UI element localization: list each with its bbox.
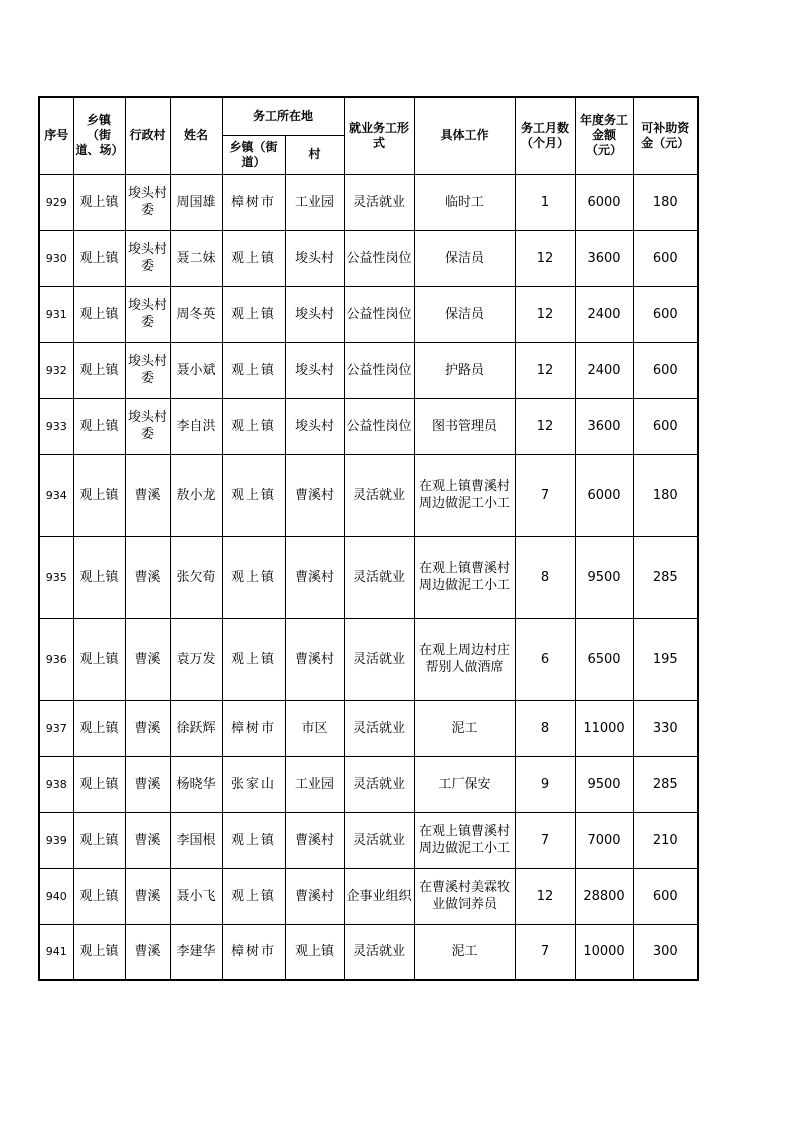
- row-name: 李自洪: [170, 398, 222, 454]
- row-work-village: 曹溪村: [285, 536, 344, 618]
- row-job: 在观上镇曹溪村周边做泥工小工: [414, 536, 515, 618]
- row-village: 曹溪: [125, 812, 170, 868]
- row-employment-form: 灵活就业: [344, 812, 414, 868]
- row-job: 护路员: [414, 342, 515, 398]
- row-township: 观上镇: [73, 618, 125, 700]
- row-name: 张欠荀: [170, 536, 222, 618]
- employment-subsidy-table: [38, 96, 699, 981]
- table-row: [39, 868, 698, 924]
- header-employment-form: 就业务工形式: [344, 97, 414, 174]
- row-subsidy: 600: [633, 398, 698, 454]
- row-work-village: 曹溪村: [285, 868, 344, 924]
- row-job: 在曹溪村美霖牧业做饲养员: [414, 868, 515, 924]
- row-months: 12: [515, 342, 575, 398]
- row-name: 李国根: [170, 812, 222, 868]
- row-village: 曹溪: [125, 924, 170, 980]
- row-job: 图书管理员: [414, 398, 515, 454]
- row-subsidy: 180: [633, 174, 698, 230]
- row-village: 曹溪: [125, 868, 170, 924]
- row-work-township: 观上镇: [222, 342, 285, 398]
- row-amount: 7000: [575, 812, 633, 868]
- row-name: 周冬英: [170, 286, 222, 342]
- row-township: 观上镇: [73, 342, 125, 398]
- row-work-township: 观上镇: [222, 812, 285, 868]
- row-employment-form: 公益性岗位: [344, 230, 414, 286]
- row-subsidy: 600: [633, 342, 698, 398]
- row-amount: 2400: [575, 286, 633, 342]
- row-employment-form: 灵活就业: [344, 924, 414, 980]
- row-village: 埈头村委: [125, 342, 170, 398]
- row-work-township: 樟树市: [222, 924, 285, 980]
- row-subsidy: 180: [633, 454, 698, 536]
- row-work-township: 观上镇: [222, 536, 285, 618]
- row-months: 9: [515, 756, 575, 812]
- row-name: 聂小斌: [170, 342, 222, 398]
- table-row: [39, 618, 698, 700]
- row-name: 聂二妹: [170, 230, 222, 286]
- row-seq: 932: [39, 342, 73, 398]
- row-name: 杨晓华: [170, 756, 222, 812]
- row-amount: 3600: [575, 230, 633, 286]
- row-months: 7: [515, 812, 575, 868]
- row-work-village: 埈头村: [285, 398, 344, 454]
- row-work-township: 观上镇: [222, 454, 285, 536]
- row-amount: 28800: [575, 868, 633, 924]
- row-seq: 937: [39, 700, 73, 756]
- row-township: 观上镇: [73, 230, 125, 286]
- header-subsidy: 可补助资金（元）: [633, 97, 698, 174]
- row-township: 观上镇: [73, 812, 125, 868]
- row-name: 徐跃辉: [170, 700, 222, 756]
- row-seq: 941: [39, 924, 73, 980]
- table-row: [39, 812, 698, 868]
- row-amount: 10000: [575, 924, 633, 980]
- row-job: 在观上镇曹溪村周边做泥工小工: [414, 454, 515, 536]
- header-name: 姓名: [170, 97, 222, 174]
- table-row: [39, 342, 698, 398]
- row-months: 12: [515, 230, 575, 286]
- row-township: 观上镇: [73, 286, 125, 342]
- header-work-location: 务工所在地: [222, 97, 344, 135]
- header-job: 具体工作: [414, 97, 515, 174]
- row-subsidy: 210: [633, 812, 698, 868]
- row-subsidy: 195: [633, 618, 698, 700]
- row-work-village: 观上镇: [285, 924, 344, 980]
- row-village: 曹溪: [125, 700, 170, 756]
- row-work-township: 樟树市: [222, 700, 285, 756]
- row-name: 敖小龙: [170, 454, 222, 536]
- row-employment-form: 灵活就业: [344, 174, 414, 230]
- row-job: 保洁员: [414, 230, 515, 286]
- row-township: 观上镇: [73, 700, 125, 756]
- row-months: 8: [515, 700, 575, 756]
- table-row: [39, 454, 698, 536]
- row-subsidy: 300: [633, 924, 698, 980]
- row-township: 观上镇: [73, 868, 125, 924]
- row-work-township: 观上镇: [222, 398, 285, 454]
- row-township: 观上镇: [73, 756, 125, 812]
- row-township: 观上镇: [73, 454, 125, 536]
- row-amount: 6500: [575, 618, 633, 700]
- row-work-township: 观上镇: [222, 286, 285, 342]
- row-township: 观上镇: [73, 924, 125, 980]
- row-job: 保洁员: [414, 286, 515, 342]
- row-work-village: 工业园: [285, 756, 344, 812]
- table-row: [39, 756, 698, 812]
- row-job: 工厂保安: [414, 756, 515, 812]
- row-work-village: 市区: [285, 700, 344, 756]
- row-work-township: 观上镇: [222, 868, 285, 924]
- row-work-township: 樟树市: [222, 174, 285, 230]
- row-seq: 934: [39, 454, 73, 536]
- row-months: 7: [515, 924, 575, 980]
- header-annual-amount: 年度务工金额（元）: [575, 97, 633, 174]
- row-months: 12: [515, 398, 575, 454]
- row-township: 观上镇: [73, 536, 125, 618]
- row-subsidy: 600: [633, 286, 698, 342]
- table-row: [39, 398, 698, 454]
- table-row: [39, 286, 698, 342]
- row-township: 观上镇: [73, 174, 125, 230]
- row-name: 聂小飞: [170, 868, 222, 924]
- row-work-village: 曹溪村: [285, 618, 344, 700]
- row-job: 在观上镇曹溪村周边做泥工小工: [414, 812, 515, 868]
- row-job: 泥工: [414, 924, 515, 980]
- row-amount: 9500: [575, 536, 633, 618]
- row-seq: 933: [39, 398, 73, 454]
- row-seq: 930: [39, 230, 73, 286]
- row-amount: 6000: [575, 454, 633, 536]
- row-months: 12: [515, 868, 575, 924]
- row-employment-form: 灵活就业: [344, 536, 414, 618]
- row-subsidy: 600: [633, 868, 698, 924]
- row-village: 曹溪: [125, 536, 170, 618]
- row-seq: 936: [39, 618, 73, 700]
- row-employment-form: 公益性岗位: [344, 286, 414, 342]
- header-village-admin: 行政村: [125, 97, 170, 174]
- row-employment-form: 灵活就业: [344, 618, 414, 700]
- row-months: 12: [515, 286, 575, 342]
- table-row: [39, 924, 698, 980]
- row-subsidy: 285: [633, 756, 698, 812]
- row-months: 7: [515, 454, 575, 536]
- row-village: 埈头村委: [125, 398, 170, 454]
- row-months: 6: [515, 618, 575, 700]
- row-work-village: 工业园: [285, 174, 344, 230]
- row-seq: 929: [39, 174, 73, 230]
- row-seq: 939: [39, 812, 73, 868]
- row-village: 曹溪: [125, 618, 170, 700]
- row-seq: 931: [39, 286, 73, 342]
- row-amount: 11000: [575, 700, 633, 756]
- row-seq: 938: [39, 756, 73, 812]
- table-row: [39, 700, 698, 756]
- row-seq: 935: [39, 536, 73, 618]
- row-work-village: 曹溪村: [285, 812, 344, 868]
- row-village: 埈头村委: [125, 286, 170, 342]
- table-row: [39, 230, 698, 286]
- row-employment-form: 公益性岗位: [344, 342, 414, 398]
- row-job: 临时工: [414, 174, 515, 230]
- header-township: 乡镇（街道、场）: [73, 97, 125, 174]
- row-name: 袁万发: [170, 618, 222, 700]
- row-work-village: 埈头村: [285, 342, 344, 398]
- row-name: 周国雄: [170, 174, 222, 230]
- row-amount: 2400: [575, 342, 633, 398]
- header-work-township: 乡镇（街道）: [222, 135, 285, 174]
- row-employment-form: 公益性岗位: [344, 398, 414, 454]
- row-name: 李建华: [170, 924, 222, 980]
- row-subsidy: 285: [633, 536, 698, 618]
- row-amount: 6000: [575, 174, 633, 230]
- row-employment-form: 灵活就业: [344, 756, 414, 812]
- row-employment-form: 灵活就业: [344, 700, 414, 756]
- row-job: 泥工: [414, 700, 515, 756]
- row-work-village: 曹溪村: [285, 454, 344, 536]
- row-seq: 940: [39, 868, 73, 924]
- row-work-village: 埈头村: [285, 286, 344, 342]
- row-work-township: 张家山: [222, 756, 285, 812]
- row-subsidy: 330: [633, 700, 698, 756]
- table-row: [39, 174, 698, 230]
- row-village: 曹溪: [125, 756, 170, 812]
- row-work-village: 埈头村: [285, 230, 344, 286]
- row-village: 埈头村委: [125, 230, 170, 286]
- row-employment-form: 灵活就业: [344, 454, 414, 536]
- row-village: 埈头村委: [125, 174, 170, 230]
- row-months: 8: [515, 536, 575, 618]
- row-subsidy: 600: [633, 230, 698, 286]
- row-months: 1: [515, 174, 575, 230]
- table-row: [39, 536, 698, 618]
- header-seq: 序号: [39, 97, 73, 174]
- header-work-village: 村: [285, 135, 344, 174]
- row-work-township: 观上镇: [222, 230, 285, 286]
- row-village: 曹溪: [125, 454, 170, 536]
- row-township: 观上镇: [73, 398, 125, 454]
- header-months: 务工月数（个月）: [515, 97, 575, 174]
- row-employment-form: 企事业组织: [344, 868, 414, 924]
- row-job: 在观上周边村庄帮别人做酒席: [414, 618, 515, 700]
- row-amount: 3600: [575, 398, 633, 454]
- row-amount: 9500: [575, 756, 633, 812]
- row-work-township: 观上镇: [222, 618, 285, 700]
